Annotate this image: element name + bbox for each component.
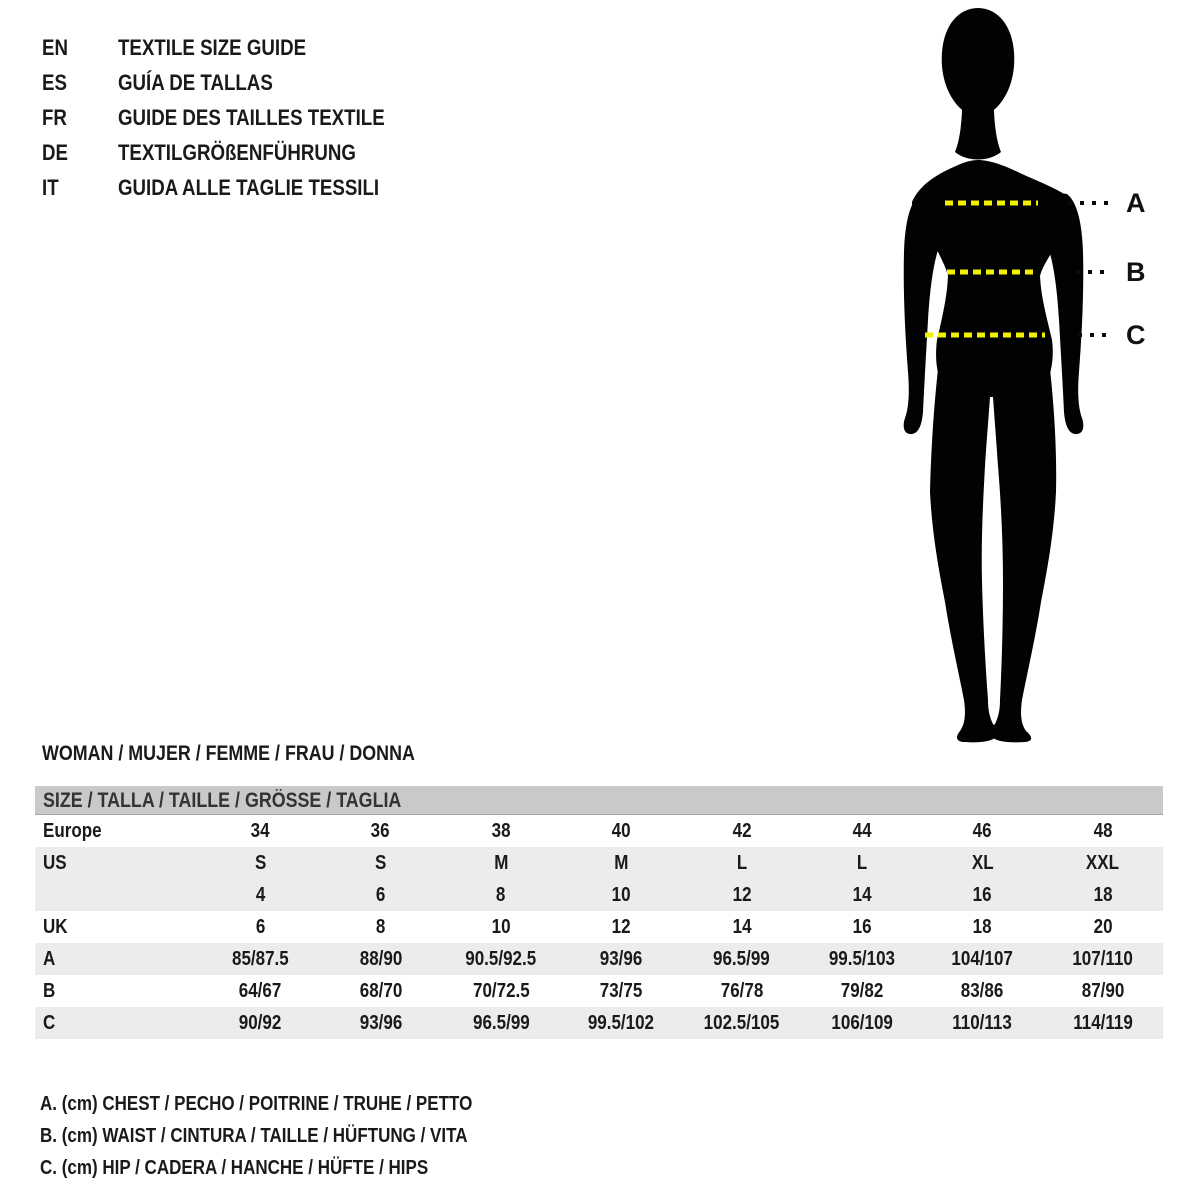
cell: 20 xyxy=(1093,916,1113,938)
language-title-list xyxy=(42,30,432,205)
cell: 34 xyxy=(250,820,270,842)
language-code: FR xyxy=(42,104,67,130)
title-en: TEXTILE SIZE GUIDE xyxy=(118,34,307,60)
cell: 90.5/92.5 xyxy=(465,948,537,970)
cell: 10 xyxy=(611,884,631,906)
cell: 42 xyxy=(732,820,752,842)
cell: 93/96 xyxy=(359,1012,402,1034)
cell: 8 xyxy=(375,916,386,938)
row-label: A xyxy=(43,948,56,970)
measure-label-chest: A xyxy=(1126,188,1146,218)
row-label: Europe xyxy=(43,820,102,842)
cell: 102.5/105 xyxy=(703,1012,780,1034)
section-heading-text: WOMAN / MUJER / FEMME / FRAU / DONNA xyxy=(42,742,415,765)
cell: 87/90 xyxy=(1081,980,1125,1002)
table-row-chest xyxy=(35,943,1163,975)
measure-label-hip: C xyxy=(1126,320,1146,350)
cell: 16 xyxy=(972,884,992,906)
cell: 110/113 xyxy=(952,1012,1013,1034)
cell: XL xyxy=(971,852,994,874)
cell: 18 xyxy=(1093,884,1113,906)
cell: 107/110 xyxy=(1072,948,1134,970)
language-code: EN xyxy=(42,34,68,60)
cell: 96.5/99 xyxy=(713,948,771,970)
legend-chest xyxy=(40,1088,549,1120)
size-table xyxy=(35,786,1163,1039)
title-fr: GUIDE DES TAILLES TEXTILE xyxy=(118,104,385,130)
cell: 99.5/102 xyxy=(588,1012,655,1034)
language-row-es xyxy=(42,65,432,100)
size-table-header xyxy=(35,786,1163,815)
measure-label-waist: B xyxy=(1126,257,1146,287)
cell: M xyxy=(614,852,629,874)
cell: 44 xyxy=(852,820,872,842)
cell: 70/72.5 xyxy=(472,980,530,1002)
language-row-fr xyxy=(42,100,432,135)
cell: 10 xyxy=(491,916,511,938)
woman-silhouette xyxy=(860,0,1160,760)
language-row-de xyxy=(42,135,432,170)
cell: 40 xyxy=(611,820,631,842)
cell: 48 xyxy=(1093,820,1113,842)
legend-waist-text: B. (cm) WAIST / CINTURA / TAILLE / HÜFTUNG / VITA xyxy=(40,1125,468,1147)
cell: 16 xyxy=(852,916,872,938)
row-label: UK xyxy=(43,916,68,938)
cell: 6 xyxy=(255,916,265,938)
cell: 104/107 xyxy=(951,948,1014,970)
cell: 114/119 xyxy=(1073,1012,1133,1034)
cell: 18 xyxy=(972,916,992,938)
cell: 12 xyxy=(611,916,631,938)
row-label: US xyxy=(43,852,67,874)
cell: 88/90 xyxy=(359,948,402,970)
cell: L xyxy=(856,852,868,874)
cell: 4 xyxy=(255,884,265,906)
cell: 38 xyxy=(491,820,511,842)
section-heading xyxy=(42,742,481,766)
legend-waist xyxy=(40,1120,549,1152)
table-row-us-numbers xyxy=(35,879,1163,911)
cell: 6 xyxy=(375,884,386,906)
title-it: GUIDA ALLE TAGLIE TESSILI xyxy=(118,174,380,200)
cell: S xyxy=(374,852,387,874)
size-table-header-text: SIZE / TALLA / TAILLE / GRÖSSE / TAGLIA xyxy=(43,789,402,812)
cell: 12 xyxy=(732,884,752,906)
cell: 14 xyxy=(852,884,872,906)
language-code: DE xyxy=(42,139,68,165)
title-es: GUÍA DE TALLAS xyxy=(118,69,273,95)
title-de: TEXTILGRÖßENFÜHRUNG xyxy=(118,139,356,165)
cell: 46 xyxy=(972,820,992,842)
cell: 83/86 xyxy=(961,980,1004,1002)
table-row-us-letters xyxy=(35,847,1163,879)
row-label: B xyxy=(43,980,56,1002)
cell: 93/96 xyxy=(600,948,643,970)
cell: XXL xyxy=(1086,852,1120,874)
table-row-hip xyxy=(35,1007,1163,1039)
cell: 14 xyxy=(732,916,752,938)
table-row-europe xyxy=(35,815,1163,847)
table-row-waist xyxy=(35,975,1163,1007)
table-row-uk xyxy=(35,911,1163,943)
cell: 79/82 xyxy=(840,980,884,1002)
legend-hip-text: C. (cm) HIP / CADERA / HANCHE / HÜFTE / HIPS xyxy=(40,1157,429,1179)
row-label: C xyxy=(43,1012,56,1034)
cell: 64/67 xyxy=(238,980,282,1002)
cell: 85/87.5 xyxy=(231,948,289,970)
cell: 96.5/99 xyxy=(472,1012,530,1034)
cell: 73/75 xyxy=(600,980,643,1002)
body-measurement-diagram xyxy=(860,0,1160,760)
legend-chest-text: A. (cm) CHEST / PECHO / POITRINE / TRUHE / PETTO xyxy=(40,1093,473,1115)
cell: 36 xyxy=(371,820,391,842)
measurement-legend xyxy=(40,1088,549,1184)
language-row-en xyxy=(42,30,432,65)
language-code: ES xyxy=(42,69,67,95)
legend-hip xyxy=(40,1152,549,1184)
cell: 68/70 xyxy=(359,980,402,1002)
cell: 76/78 xyxy=(720,980,763,1002)
cell: 99.5/103 xyxy=(828,948,896,970)
cell: 8 xyxy=(496,884,506,906)
cell: S xyxy=(254,852,266,874)
language-row-it xyxy=(42,170,432,205)
cell: L xyxy=(736,852,747,874)
cell: 90/92 xyxy=(238,1012,282,1034)
cell: M xyxy=(493,852,509,874)
cell: 106/109 xyxy=(831,1012,893,1034)
language-code: IT xyxy=(42,174,59,200)
